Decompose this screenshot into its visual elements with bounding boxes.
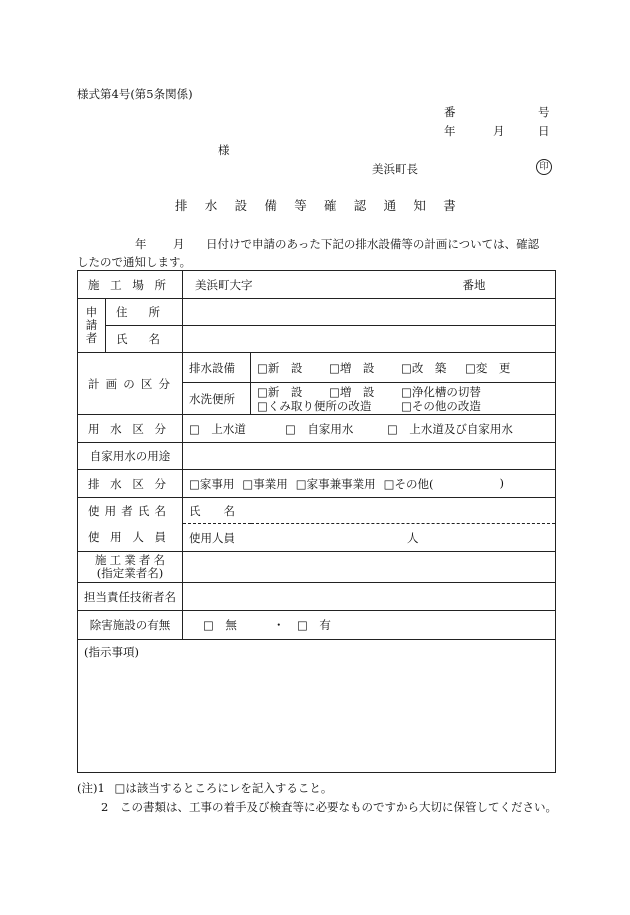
site-label: 施 工 場 所 (88, 277, 166, 292)
water-option-private[interactable]: □ 自家用水 (285, 421, 354, 436)
removal-options-cell (183, 611, 556, 640)
user-name-input[interactable] (183, 498, 556, 524)
users-label-cell (78, 524, 183, 552)
removal-label-cell (78, 611, 183, 640)
drainage-label: 排 水 区 分 (88, 476, 166, 491)
note-2-number: 2 (101, 800, 109, 814)
intro-text-line1: 日付けで申請のあった下記の排水設備等の計画については、確認 (206, 237, 540, 251)
drain-option-rebuild[interactable]: □改 築 (401, 360, 447, 375)
site-value-cell[interactable] (183, 271, 556, 299)
drain-option-expand[interactable]: □増 設 (329, 360, 375, 375)
row-address (78, 299, 556, 326)
water-option-tap[interactable]: □ 上水道 (189, 421, 246, 436)
water-options-cell (183, 415, 556, 443)
row-users (78, 524, 556, 552)
toilet-option-septic-switch[interactable]: □浄化槽の切替 (401, 384, 481, 399)
drainage-option-household[interactable]: □家事用 (189, 476, 235, 491)
contractor-input[interactable] (183, 552, 556, 583)
intro-year-label: 年 (135, 237, 147, 251)
intro-month-label: 月 (173, 237, 185, 251)
seal-mark: 印 (536, 159, 552, 175)
toilet-label-cell (183, 383, 251, 415)
document-title: 排水設備等確認通知書 (175, 198, 474, 213)
note-2-text: この書類は、工事の着手及び検査等に必要なものですから大切に保管してください。 (119, 800, 557, 814)
name-label-cell (106, 326, 183, 353)
private-water-label-cell (78, 443, 183, 470)
user-name-label: 使 用 者 氏 名 (88, 503, 166, 518)
number-suffix: 号 (538, 105, 550, 119)
removal-option-none[interactable]: □ 無 (203, 618, 237, 632)
row-engineer (78, 583, 556, 611)
applicant-label-cell (78, 299, 106, 353)
water-label: 用 水 区 分 (88, 421, 166, 436)
plan-label-cell (78, 353, 183, 415)
form-table (77, 270, 556, 773)
note-1 (77, 780, 332, 796)
row-removal (78, 611, 556, 640)
user-name-label-cell (78, 498, 183, 524)
removal-label: 除害施設の有無 (89, 618, 171, 632)
date-month-label: 月 (493, 124, 505, 138)
water-label-cell (78, 415, 183, 443)
toilet-options-cell (251, 383, 556, 415)
address-input[interactable] (183, 299, 556, 326)
toilet-option-expand[interactable]: □増 設 (329, 384, 375, 399)
removal-separator: ・ (273, 618, 285, 632)
users-suffix: 人 (407, 530, 419, 545)
number-label: 番 (444, 105, 456, 119)
drainage-options-cell (183, 470, 556, 498)
form-number: 様式第4号(第5条関係) (77, 87, 193, 101)
toilet-label: 水洗便所 (189, 391, 235, 406)
row-name (78, 326, 556, 353)
engineer-input[interactable] (183, 583, 556, 611)
drain-label: 排水設備 (189, 360, 235, 375)
instructions-label: (指示事項) (84, 645, 139, 659)
row-drainage (78, 470, 556, 498)
row-contractor (78, 552, 556, 583)
address-label: 住 所 (116, 305, 160, 319)
intro-text-line2: したので通知します。 (77, 255, 192, 269)
date-day-label: 日 (538, 124, 550, 138)
plan-label: 計 画 の 区 分 (88, 376, 170, 391)
users-label: 使 用 人 員 (88, 530, 166, 545)
drainage-option-other[interactable]: □その他( (383, 476, 434, 491)
toilet-option-other-convert[interactable]: □その他の改造 (401, 398, 481, 413)
user-name-prefix: 氏 名 (189, 503, 235, 518)
issuer-name: 美浜町長 (372, 162, 418, 176)
row-plan-drain (78, 353, 556, 383)
name-label: 氏 名 (116, 332, 160, 346)
toilet-option-new[interactable]: □新 設 (257, 384, 303, 399)
row-instructions (78, 640, 556, 773)
applicant-label: 申 請 者 (85, 305, 98, 345)
row-user-name (78, 498, 556, 524)
users-prefix: 使用人員 (189, 530, 235, 545)
removal-option-yes[interactable]: □ 有 (297, 618, 331, 632)
private-water-label: 自家用水の用途 (89, 449, 171, 463)
drainage-option-business[interactable]: □事業用 (242, 476, 288, 491)
instructions-cell[interactable] (78, 640, 556, 773)
row-water (78, 415, 556, 443)
recipient-honorific: 様 (218, 143, 230, 157)
contractor-label: 施 工 業 者 名 (95, 553, 165, 567)
name-input[interactable] (183, 326, 556, 353)
toilet-option-pit-convert[interactable]: □くみ取り便所の改造 (257, 398, 372, 413)
note-2 (101, 799, 557, 815)
contractor-label-cell (78, 552, 183, 583)
users-input[interactable] (183, 524, 556, 552)
drain-option-change[interactable]: □変 更 (465, 360, 511, 375)
drain-label-cell (183, 353, 251, 383)
site-value: 美浜町大字 (195, 277, 253, 292)
drainage-option-both[interactable]: □家事兼事業用 (295, 476, 376, 491)
date-year-label: 年 (444, 124, 456, 138)
address-label-cell (106, 299, 183, 326)
note-1-prefix: (注)1 (77, 781, 105, 795)
private-water-input[interactable] (183, 443, 556, 470)
drainage-option-other-close: ) (499, 475, 504, 490)
note-1-text: □は該当するところにレを記入すること。 (114, 781, 333, 795)
row-site (78, 271, 556, 299)
engineer-label-cell (78, 583, 183, 611)
row-private-water (78, 443, 556, 470)
drain-options-cell (251, 353, 556, 383)
drainage-label-cell (78, 470, 183, 498)
site-label-cell (78, 271, 183, 299)
site-suffix: 番地 (462, 277, 486, 292)
engineer-label: 担当責任技術者名 (84, 589, 176, 604)
water-option-both[interactable]: □ 上水道及び自家用水 (387, 421, 513, 436)
drain-option-new[interactable]: □新 設 (257, 360, 303, 375)
contractor-sub-label: (指定業者名) (96, 566, 164, 580)
